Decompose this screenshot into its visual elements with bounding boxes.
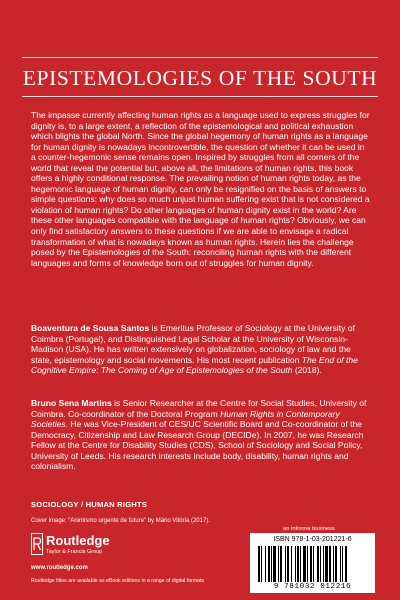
publisher-website: www.routledge.com (31, 565, 88, 571)
top-band (0, 0, 400, 52)
program-title: Human Rights in Contemporary Societies (31, 408, 340, 430)
title-rule-top (22, 57, 378, 58)
bio-text: is Senior Researcher at the Centre for Social Studies, University of Coimbra. Co-coordinator of the Doctoral Program (31, 398, 367, 419)
author-bio-martins (31, 398, 371, 472)
author-name: Bruno Sena Martins (31, 398, 112, 408)
subject-category: SOCIOLOGY / HUMAN RIGHTS (31, 500, 148, 509)
informa-tagline: an informa business (283, 526, 335, 532)
ebook-footnote: Routledge titles are available as eBook editions in a range of digital formats (31, 578, 205, 584)
isbn-number: ISBN 978-1-03-201221-6 (273, 536, 352, 543)
publisher-name: Routledge (46, 533, 110, 548)
bio-text: (2018). (292, 365, 322, 376)
barcode-bars-icon (258, 546, 367, 582)
series-title: EPISTEMOLOGIES OF THE SOUTH (22, 66, 378, 90)
routledge-logo (31, 533, 141, 563)
publisher-tagline: Taylor & Francis Group (46, 549, 103, 555)
book-title: The End of the Cognitive Empire: The Coming of Age of Epistemologies of the South (31, 354, 358, 376)
routledge-mark-icon (31, 533, 43, 555)
cover-image-credit: Cover image: “Animismo urgente de future” by Mário Vitória (2017). (31, 518, 210, 524)
bio-text: is Emeritus Professor of Sociology at the University of Coimbra (Portugal), and Distinguished Legal Scholar at the University of Wisconsin-Madison (USA). He has written extensively on globalization, sociology of law and the state, epistemology and social movements. His most recent publication (31, 323, 355, 365)
author-bio-santos (31, 323, 371, 376)
book-blurb: The impasse currently affecting human rights as a language used to express struggles for dignity is, to a large extent, a reflection of the epistemological and political exhaustion which blights the global North. Since the global hegemony of human rights as a language for human dignity is nowadays incontrovertible, the question of whether it can be used in a counter-hegemonic sense remains open. Inspired by struggles from all corners of the world that reveal the potential but, above all, the limitations of human rights, this book offers a highly conditional response. The prevailing notion of human rights today, as the hegemonic language of human dignity, can only be resignified on the basis of answers to simple questions: why does so much unjust human suffering exist that is not considered a violation of human rights? Do other languages of human dignity exist in the world? Are these other languages compatible with the language of human rights? Obviously, we can only find satisfactory answers to these questions if we are able to envisage a radical transformation of what is nowadays known as human rights. Herein lies the challenge posed by the Epistemologies of the South: reconciling human rights with the different languages and forms of knowledge born out of struggles for human dignity. (31, 110, 370, 268)
isbn-barcode (250, 533, 375, 593)
barcode-digits: 9 781032 012216 (273, 583, 352, 591)
author-name: Boaventura de Sousa Santos (31, 323, 150, 333)
bio-text: . He was Vice-President of CES/UC Scientific Board and Co-coordinator of the Democracy, Citizenship and Law Research Group (DECIDe). In 2007, he was Research Fellow at the Centre for Disability Studies (CDS), School of Sociology and Social Policy, University of Leeds. His research interests include body, disability, human rights and colonialism. (31, 419, 364, 472)
title-rule-bottom (22, 96, 378, 97)
